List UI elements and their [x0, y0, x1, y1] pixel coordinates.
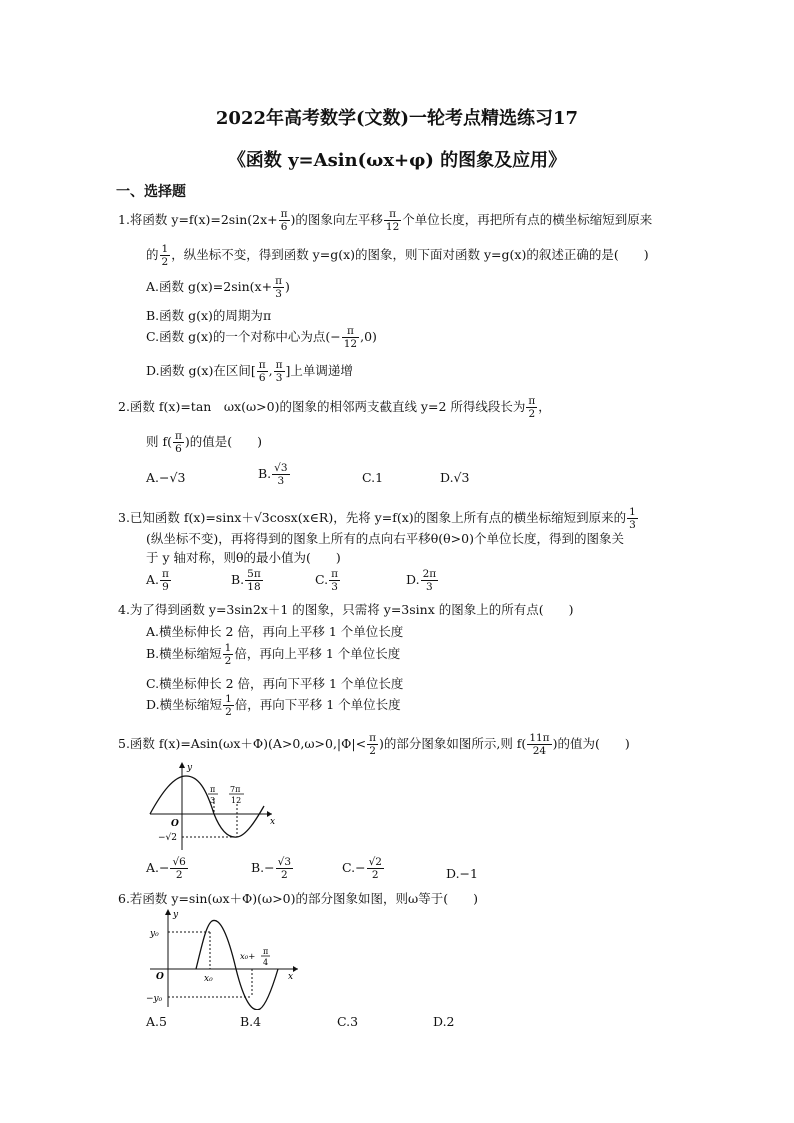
- q5-y-arrow: [179, 762, 185, 768]
- q1-option-b: B.函数 g(x)的周期为π: [146, 308, 272, 323]
- q6-label-neg-y0: −y₀: [146, 994, 163, 1004]
- q1-frac2: $\frac{\pi}{12}$: [385, 208, 400, 233]
- q6-option-b: B.4: [240, 1014, 262, 1029]
- q5-tick1-num: π: [210, 785, 216, 794]
- q1-option-d: D.函数 g(x)在区间[ $\frac{\pi}{6}$ , $\frac{\pi}{3}$ ]上单调递增: [146, 359, 353, 384]
- q2-option-c: C.1: [362, 470, 384, 485]
- section-heading: 一、选择题: [116, 184, 186, 200]
- q6-label-o: O: [156, 972, 164, 982]
- q6-label-four: 4: [263, 958, 269, 967]
- q3-line1: 3.已知函数 f(x)=sinx＋√3cosx(x∈R)，先将 y=f(x)的图象上所有点的横坐标缩短到原来的 $\frac{1}{3}$: [118, 506, 636, 531]
- q1-option-a: A.函数 g(x)=2sin(x+ $\frac{\pi}{3}$ ): [146, 275, 290, 300]
- q6-label-x0p: x₀+: [240, 952, 256, 962]
- q4-option-a: A.横坐标伸长 2 倍，再向上平移 1 个单位长度: [146, 624, 404, 639]
- document-title: 2022年高考数学(文数)一轮考点精选练习17: [215, 108, 579, 129]
- q6-option-d: D.2: [433, 1014, 455, 1029]
- q4-option-b: B.横坐标缩短 $\frac{1}{2}$ 倍，再向上平移 1 个单位长度: [146, 642, 401, 667]
- q2-line2: 则 f( $\frac{\pi}{6}$ )的值是( ): [146, 430, 263, 455]
- q1-line1: [118, 208, 652, 233]
- q6-label-pi: π: [263, 947, 269, 956]
- q1-text-b: )的图象向左平移: [290, 212, 383, 227]
- q3-line3: 于 y 轴对称，则θ的最小值为( ): [146, 550, 341, 565]
- q1-text-a: 1.将函数 y=f(x)=2sin(2x+: [118, 212, 278, 227]
- q5-curve: [150, 776, 264, 837]
- q4-line1: 4.为了得到函数 y=3sin2x＋1 的图象，只需将 y=3sinx 的图象上的所有点( ): [118, 602, 574, 617]
- q3-option-a: A. $\frac{\pi}{9}$: [146, 568, 169, 593]
- q5-label-y: y: [187, 763, 193, 773]
- q3-option-d: D. $\frac{2\pi}{3}$: [406, 568, 437, 593]
- q4-option-d: D.横坐标缩短 $\frac{1}{2}$ 倍，再向下平移 1 个单位长度: [146, 693, 401, 718]
- q6-graph: [140, 905, 305, 1010]
- q5-tick2-num: 7π: [230, 785, 241, 794]
- q3-line2: (纵坐标不变)，再将得到的图象上所有的点向右平移θ(θ>0)个单位长度，得到的图象关: [146, 531, 624, 546]
- q2-line1: 2.函数 f(x)=tan ωx(ω>0)的图象的相邻两支截直线 y=2 所得线段长为 $\frac{\pi}{2}$ ，: [118, 395, 551, 420]
- document-subtitle: 《函数 y=Asin(ωx+φ) 的图象及应用》: [227, 150, 567, 171]
- q5-option-b: B.− $\frac{√3}{2}$: [251, 856, 292, 881]
- q5-tick2-den: 12: [231, 796, 242, 805]
- q2-option-a: A.−√3: [146, 470, 186, 485]
- q1-line2: [146, 243, 649, 268]
- q5-option-d: D.−1: [446, 866, 478, 881]
- q5-label-o: O: [171, 819, 179, 829]
- q5-option-c: C.− $\frac{√2}{2}$: [342, 856, 382, 881]
- q3-option-b: B. $\frac{5\pi}{18}$: [231, 568, 261, 593]
- q2-option-b: B. $\frac{√3}{3}$: [258, 462, 288, 487]
- q5-tick1-den: 3: [210, 796, 216, 805]
- q6-y-arrow: [165, 909, 171, 915]
- q5-label-neg-root2: −√2: [158, 833, 178, 843]
- q6-label-x: x: [288, 972, 294, 982]
- q1-text-c: 个单位长度，再把所有点的横坐标缩短到原来: [402, 212, 653, 227]
- q5-label-x: x: [270, 817, 276, 827]
- q5-line1: 5.函数 f(x)=Asin(ωx＋Φ)(A>0,ω>0,|Φ|< $\frac{\pi}{2}$ )的部分图象如图所示,则 f( $\frac{11\pi}{24}$ )的值为( ): [118, 732, 630, 757]
- q2-option-d: D.√3: [440, 470, 470, 485]
- q6-option-c: C.3: [337, 1014, 359, 1029]
- q1-text-d: 的: [146, 247, 159, 262]
- q6-label-y0: y₀: [150, 929, 159, 939]
- q6-option-a: A.5: [146, 1014, 167, 1029]
- q6-line1: 6.若函数 y=sin(ωx＋Φ)(ω>0)的部分图象如图，则ω等于( ): [118, 891, 478, 906]
- q1-frac3: $\frac{1}{2}$: [161, 243, 169, 268]
- q1-text-e: ，纵坐标不变，得到函数 y=g(x)的图象，则下面对函数 y=g(x)的叙述正确的是( ): [171, 247, 649, 262]
- q1-frac1: $\frac{\pi}{6}$: [280, 208, 288, 233]
- q6-label-y: y: [173, 910, 179, 920]
- q6-x-arrow: [293, 966, 298, 972]
- q3-option-c: C. $\frac{\pi}{3}$: [315, 568, 338, 593]
- q5-graph: [140, 758, 280, 853]
- q5-option-a: A.− $\frac{√6}{2}$: [146, 856, 186, 881]
- q6-label-x0: x₀: [204, 974, 213, 984]
- q4-option-c: C.横坐标伸长 2 倍，再向下平移 1 个单位长度: [146, 676, 404, 691]
- q1-option-c: C.函数 g(x)的一个对称中心为点(− $\frac{\pi}{12}$ ,0): [146, 325, 377, 350]
